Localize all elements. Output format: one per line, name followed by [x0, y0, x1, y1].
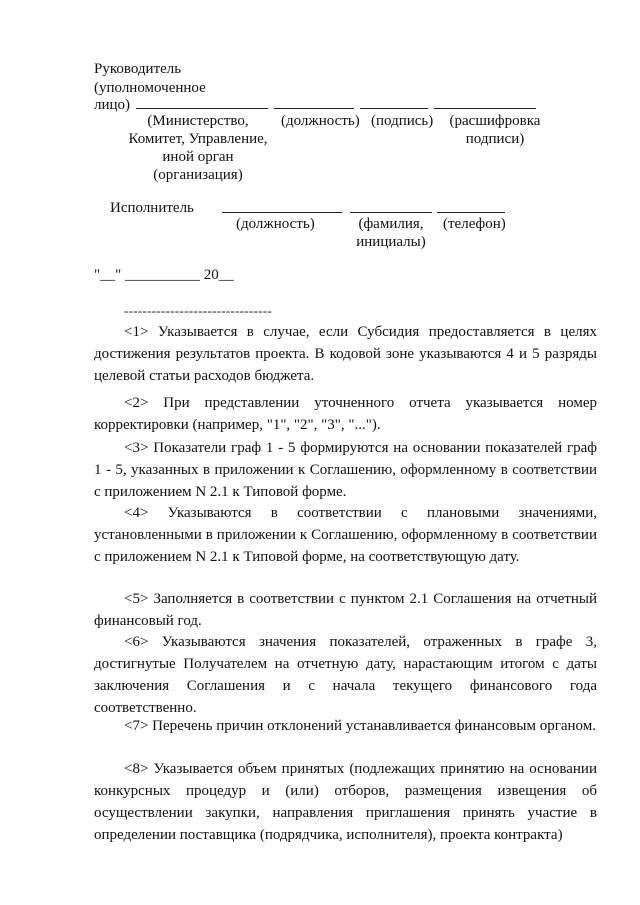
- footnote-4: <4> Указываются в соответствии с плановыми значениями, установленными в приложении к Соглашению, оформленному в соответствии с приложением N 2.1 к Типовой форме, на соответствующую дату.: [94, 505, 597, 565]
- executor-name-line: [350, 212, 432, 213]
- footnote-2: <2> При представлении уточненного отчета указывается номер корректировки (например, "1", "2", "3", "...").: [94, 395, 597, 433]
- footnote-7: <7> Перечень причин отклонений устанавливается финансовым органом.: [124, 718, 597, 734]
- footnote-6: <6> Указываются значения показателей, отраженных в графе 3, достигнутые Получателем на отчетную дату, нарастающим итогом с даты заключения Соглашения и с начала текущего финансового года соответственно.: [94, 634, 597, 716]
- sign-signature-line: [360, 108, 428, 109]
- footnote-3: <3> Показатели граф 1 - 5 формируются на основании показателей граф 1 - 5, указанных в приложении к Соглашению, оформленному в соответствии с приложением N 2.1 к Типовой форме.: [94, 440, 597, 500]
- footnote-8: <8> Указывается объем принятых (подлежащих принятию на основании конкурсных процедур и (или) отборов, размещения извещения об осуществлении закупки, направления приглашения принять участие в определении поставщика (подрядчика, исполнителя), проекта контракта): [94, 761, 597, 843]
- executor-caption-phone: (телефон): [443, 216, 506, 232]
- caption-decode-line1: (расшифровка: [449, 113, 541, 129]
- decode-signature-line: [434, 108, 536, 109]
- caption-signature: (подпись): [371, 113, 434, 129]
- executor-position-line: [222, 212, 342, 213]
- caption-decode-line2: подписи): [465, 131, 525, 147]
- caption-position: (должность): [281, 113, 360, 129]
- head-label-line1: Руководитель: [94, 61, 182, 77]
- executor-label: Исполнитель: [110, 200, 194, 216]
- date-line: "__" __________ 20__: [94, 267, 234, 283]
- caption-org-line4: (организация): [153, 167, 243, 183]
- executor-phone-line: [437, 212, 505, 213]
- footnote-1: <1> Указывается в случае, если Субсидия предоставляется в целях достижения результатов проекта. В кодовой зоне указываются 4 и 5 разряды целевой статьи расходов бюджета.: [94, 324, 597, 384]
- head-label-line2: (уполномоченное: [94, 80, 206, 96]
- caption-org-line1: (Министерство,: [147, 113, 249, 129]
- executor-caption-name-line1: (фамилия,: [358, 216, 424, 232]
- footnote-5: <5> Заполняется в соответствии с пунктом 2.1 Соглашения на отчетный финансовый год.: [94, 591, 597, 629]
- position-signature-line: [274, 108, 354, 109]
- org-signature-line: [136, 108, 268, 109]
- executor-caption-position: (должность): [236, 216, 315, 232]
- caption-org-line3: иной орган: [162, 149, 234, 165]
- head-label-line3: лицо): [94, 97, 131, 113]
- executor-caption-name-line2: инициалы): [356, 234, 426, 250]
- caption-org-line2: Комитет, Управление,: [128, 131, 268, 147]
- footnote-separator: --------------------------------: [124, 303, 273, 318]
